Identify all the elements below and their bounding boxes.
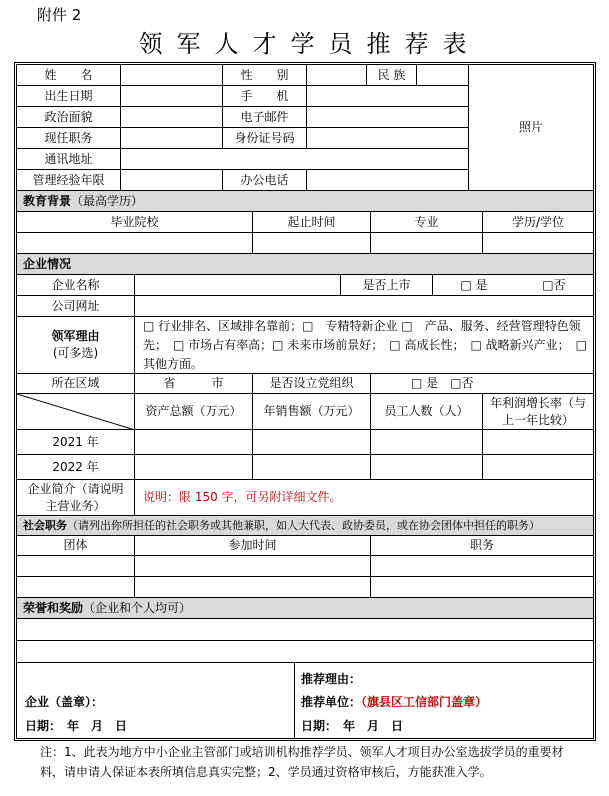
province-city-field[interactable]: 省 市 [135,374,253,394]
edu-col-major: 专业 [371,212,483,233]
diagonal-header-cell [17,394,135,430]
edu-col-school: 毕业院校 [17,212,253,233]
honors-note: （企业和个人均可） [83,600,192,615]
recommend-unit-note: （旗县区工信部门盖章） [361,695,488,709]
attachment-label: 附件 2 [37,6,82,24]
company-seal-label: 企业（盖章）： [25,695,104,709]
political-label: 政治面貌 [17,107,121,128]
footnote: 注：1、此表为地方中小企业主管部门或培训机构推荐学员、领军人才项目办公室选拔学员的重要材料，请申请人保证本表所填信息真实完整；2、学员通过资格审核后，方能获准入学。 [40,745,564,779]
year-2022-label: 2022 年 [17,455,135,480]
reason-options[interactable]: □ 行业排名、区域排名靠前；□ 专精特新企业 □ 产品、服务、经营管理特色领先； □ 市场占有率高；□ 未来市场前景好； □ 高成长性； □ 战略新兴产业； □ 其他方面。 [135,317,593,374]
social-role-field-1[interactable] [371,556,593,577]
listed-no-checkbox[interactable]: □否 [542,277,566,292]
honors-section-header [17,598,593,619]
metric-col-profit-growth: 年利润增长率（与上一年比较） [483,394,593,430]
listed-options [433,275,593,296]
sales-2021-field[interactable] [253,430,371,455]
metric-col-employees: 员工人数（人） [371,394,483,430]
social-note: （请列出你所担任的社会职务或其他兼职，如人大代表、政协委员，或在协会团体中担任的职务） [67,518,540,532]
birth-field[interactable] [121,86,223,107]
edu-col-degree: 学历/学位 [483,212,593,233]
recommend-date-label: 日期： 年 月 日 [301,719,404,733]
employees-2021-field[interactable] [371,430,483,455]
social-time-field-2[interactable] [135,577,371,598]
position-label: 现任职务 [17,128,121,149]
honors-field-1[interactable] [17,619,593,641]
metric-col-sales: 年销售额（万元） [253,394,371,430]
reason-sub-label: (可多选) [52,346,99,360]
honors-field-2[interactable] [17,641,593,663]
education-section-header [17,191,593,212]
edu-major-field[interactable] [371,233,483,254]
social-time-field-1[interactable] [135,556,371,577]
reason-label: 领军理由 [51,329,100,344]
website-label: 公司网址 [17,296,135,317]
gender-field[interactable] [307,65,367,86]
profit-2022-field[interactable] [483,455,593,480]
company-name-field[interactable] [135,275,341,296]
social-section-header [17,516,593,536]
profit-2021-field[interactable] [483,430,593,455]
employees-2022-field[interactable] [371,455,483,480]
social-col-group: 团体 [17,536,135,556]
edu-col-period: 起止时间 [253,212,371,233]
education-title: 教育背景 [23,193,72,208]
birth-label: 出生日期 [17,86,121,107]
political-field[interactable] [121,107,223,128]
mobile-field[interactable] [307,86,469,107]
diagonal-line-icon [17,394,135,430]
region-label: 所在区域 [17,374,135,394]
address-label: 通讯地址 [17,149,121,170]
mgmt-years-label: 管理经验年限 [17,170,121,191]
company-name-label: 企业名称 [17,275,135,296]
email-label: 电子邮件 [223,107,307,128]
enterprise-section-header [17,254,593,275]
social-group-field-1[interactable] [17,556,135,577]
intro-label: 企业简介（请说明主营业务） [17,480,135,516]
address-field[interactable] [121,149,469,170]
year-2021-label: 2021 年 [17,430,135,455]
honors-title: 荣誉和奖励 [23,600,84,615]
social-col-join-time: 参加时间 [135,536,371,556]
office-phone-field[interactable] [307,170,469,191]
gender-label: 性 别 [223,65,307,86]
enterprise-title: 企业情况 [23,256,72,271]
website-field[interactable] [135,296,593,317]
assets-2021-field[interactable] [135,430,253,455]
intro-field[interactable]: 说明：限 150 字，可另附详细文件。 [135,480,593,516]
ethnicity-field[interactable] [417,65,469,86]
mobile-label: 手 机 [223,86,307,107]
sales-2022-field[interactable] [253,455,371,480]
social-role-field-2[interactable] [371,577,593,598]
mgmt-years-field[interactable] [121,170,223,191]
party-label: 是否设立党组织 [253,374,371,394]
position-field[interactable] [121,128,223,149]
ethnicity-label: 民 族 [367,65,417,86]
office-phone-label: 办公电话 [223,170,307,191]
name-field[interactable] [121,65,223,86]
education-note: （最高学历） [71,193,144,208]
edu-period-field[interactable] [253,233,371,254]
listed-label: 是否上市 [341,275,433,296]
listed-yes-checkbox[interactable]: □ 是 [460,277,488,292]
metric-col-assets: 资产总额（万元） [135,394,253,430]
edu-school-field[interactable] [17,233,253,254]
email-field[interactable] [307,107,469,128]
id-field[interactable] [307,128,469,149]
social-title: 社会职务 [23,518,67,532]
name-label: 姓 名 [17,65,121,86]
party-options[interactable]: □ 是 □否 [371,374,593,394]
assets-2022-field[interactable] [135,455,253,480]
recommendation-form [14,62,596,741]
social-col-role: 职务 [371,536,593,556]
reason-label-cell [17,317,135,374]
recommend-reason-label: 推荐理由： [301,672,362,686]
social-group-field-2[interactable] [17,577,135,598]
company-date-label: 日期： 年 月 日 [25,719,128,733]
id-label: 身份证号码 [223,128,307,149]
recommend-unit-label: 推荐单位： [301,695,362,709]
edu-degree-field[interactable] [483,233,593,254]
photo-box[interactable]: 照片 [469,65,593,191]
page-title: 领军人才学员推荐表 [138,30,481,58]
